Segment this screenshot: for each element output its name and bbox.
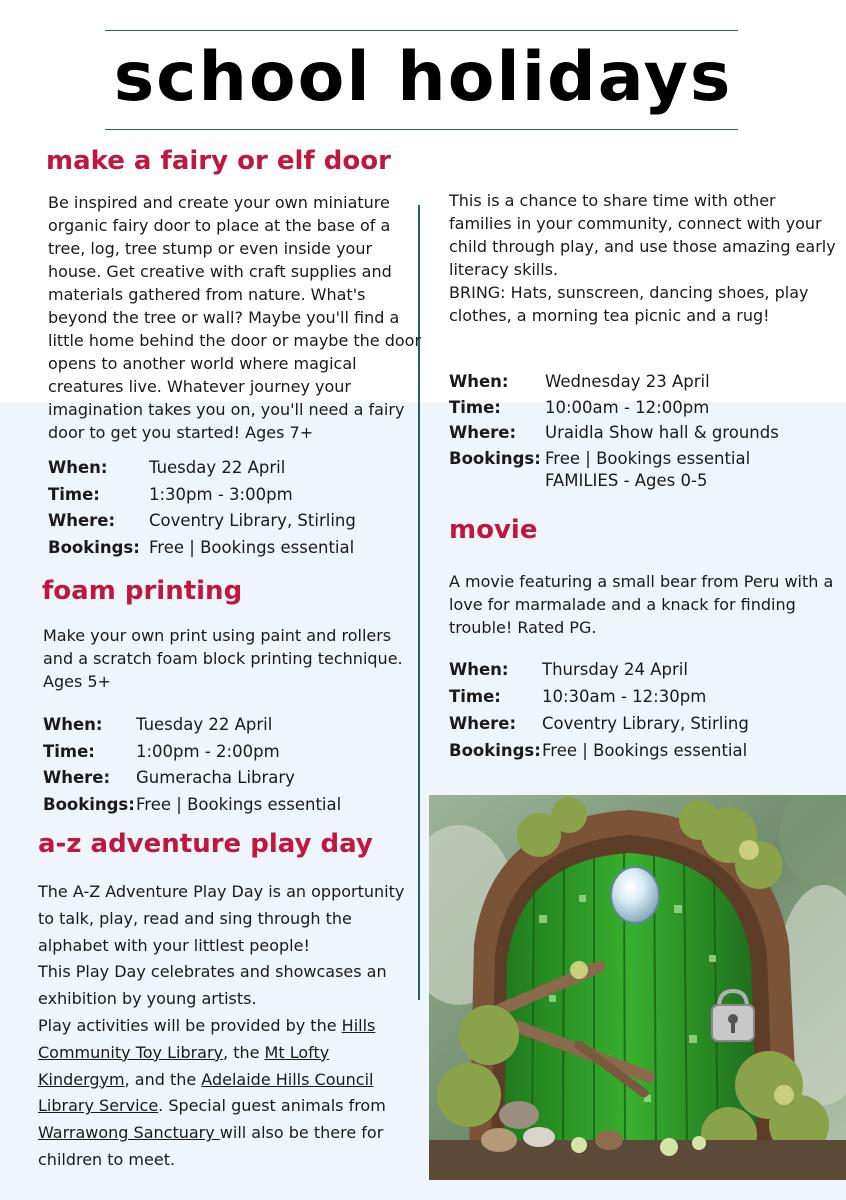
movie-text: A movie featuring a small bear from Peru with a love for marmalade and a knack for finding trouble! Rated PG. xyxy=(449,572,834,637)
time-value: 1:00pm - 2:00pm xyxy=(136,741,280,761)
time-value: 1:30pm - 3:00pm xyxy=(149,484,293,504)
detail-row-time xyxy=(43,739,341,766)
fairy-door-photo xyxy=(429,795,846,1180)
detail-row-when xyxy=(449,369,779,395)
detail-row-bookings xyxy=(449,446,779,492)
when-value: Wednesday 23 April xyxy=(545,372,710,391)
time-label: Time: xyxy=(449,397,501,417)
bookings-value: Free | Bookings essential xyxy=(149,537,355,557)
where-value: Coventry Library, Stirling xyxy=(542,714,749,733)
bookings-value: Free | Bookings essential xyxy=(136,794,342,814)
bookings-label: Bookings: xyxy=(449,448,541,468)
where-label: Where: xyxy=(48,511,116,530)
hills-toy-library-link[interactable]: Hills Community Toy Library xyxy=(38,1015,376,1062)
fairy-door-text: Be inspired and create your own miniature organic fairy door to place at the base of a tree, log, tree stump or even inside your house. Get creative with craft supplies and materials gathered from nature. What's beyond the tree or wall? Maybe you'll find a little home behind the door or maybe the door opens to another world where magical creatures live. Whatever journey your imagination takes you on, you'll need a fairy door to get you started! Ages 7+ xyxy=(48,193,422,442)
detail-row-bookings xyxy=(43,792,341,819)
detail-row-time xyxy=(449,683,749,710)
fairy-door-heading: make a fairy or elf door xyxy=(46,146,391,176)
where-value: Coventry Library, Stirling xyxy=(149,511,356,530)
movie-details xyxy=(449,656,749,764)
bookings-label: Bookings: xyxy=(449,741,541,760)
where-label: Where: xyxy=(449,714,517,733)
az-play-day-details xyxy=(449,369,779,492)
time-value: 10:30am - 12:30pm xyxy=(542,687,707,706)
fairy-door-details xyxy=(48,455,356,561)
library-service-link[interactable]: Adelaide Hills Council Library Service xyxy=(38,1069,374,1116)
when-value: Tuesday 22 April xyxy=(149,458,286,477)
movie-heading: movie xyxy=(449,515,538,545)
az-intro-text: The A-Z Adventure Play Day is an opportunity to talk, play, read and sing through the alphabet with your littlest people! xyxy=(38,882,405,955)
when-label: When: xyxy=(48,458,108,477)
az-play-day-continued xyxy=(449,189,841,327)
title-rule-top xyxy=(105,30,738,31)
az-share-time-text: This is a chance to share time with other families in your community, connect with your child through play, and use those amazing early literacy skills. xyxy=(449,191,836,279)
bookings-label: Bookings: xyxy=(43,794,135,814)
bookings-value: Free | Bookings essential xyxy=(542,741,748,760)
az-exhibition-text: This Play Day celebrates and showcases an exhibition by young artists. xyxy=(38,962,387,1009)
fairy-door-description xyxy=(48,191,422,444)
time-label: Time: xyxy=(43,741,95,761)
when-value: Tuesday 22 April xyxy=(136,715,273,734)
where-label: Where: xyxy=(449,423,517,442)
detail-row-where xyxy=(449,420,779,446)
detail-row-when xyxy=(449,656,749,683)
bookings-value: Free | Bookings essential FAMILIES - Ages 0-5 xyxy=(545,448,751,490)
foam-printing-heading: foam printing xyxy=(42,576,243,606)
detail-row-time xyxy=(48,482,356,509)
az-activities-text: Play activities will be provided by the Hills Community Toy Library, the Mt Lofty Kindergym, and the Adelaide Hills Council Library Service. Special guest animals from Warrawong Sanctuary will also be there for children to meet. xyxy=(38,1015,386,1169)
detail-row-where xyxy=(43,765,341,792)
foam-printing-details xyxy=(43,712,341,818)
mt-lofty-kindergym-link[interactable]: Mt Lofty Kindergym xyxy=(38,1042,330,1089)
bookings-label: Bookings: xyxy=(48,537,140,557)
warrawong-sanctuary-link[interactable]: Warrawong Sanctuary xyxy=(38,1123,220,1143)
detail-row-when xyxy=(48,455,356,482)
movie-description xyxy=(449,570,846,639)
az-play-day-description xyxy=(38,879,418,1174)
title-rule-bottom xyxy=(105,129,738,130)
detail-row-bookings xyxy=(449,737,749,764)
page-title: school holidays xyxy=(113,38,733,117)
az-bring-text: BRING: Hats, sunscreen, dancing shoes, play clothes, a morning tea picnic and a rug! xyxy=(449,283,809,325)
foam-printing-text: Make your own print using paint and rollers and a scratch foam block printing technique. Ages 5+ xyxy=(43,626,403,691)
az-play-day-heading: a-z adventure play day xyxy=(38,829,373,859)
bookings-extra: FAMILIES - Ages 0-5 xyxy=(545,470,708,490)
where-label: Where: xyxy=(43,768,111,787)
detail-row-when xyxy=(43,712,341,739)
where-value: Uraidla Show hall & grounds xyxy=(545,423,779,442)
foam-printing-description xyxy=(43,624,419,693)
when-label: When: xyxy=(449,660,509,679)
when-label: When: xyxy=(43,715,103,734)
where-value: Gumeracha Library xyxy=(136,768,295,787)
when-label: When: xyxy=(449,372,509,391)
detail-row-where xyxy=(48,508,356,535)
time-label: Time: xyxy=(449,687,501,706)
detail-row-bookings xyxy=(48,535,356,562)
fairy-door-illustration xyxy=(429,795,846,1180)
time-value: 10:00am - 12:00pm xyxy=(545,397,710,417)
time-label: Time: xyxy=(48,484,100,504)
detail-row-where xyxy=(449,710,749,737)
when-value: Thursday 24 April xyxy=(542,660,688,679)
detail-row-time xyxy=(449,395,779,421)
